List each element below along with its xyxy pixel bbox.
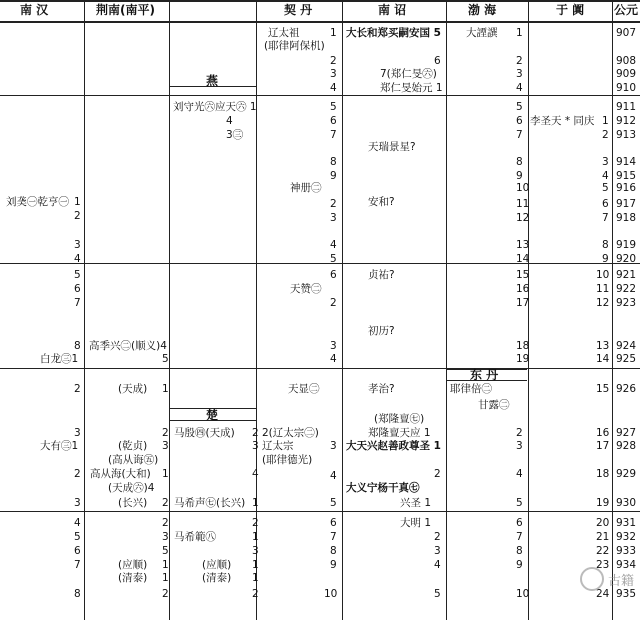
bohai-year: 2 [516,427,523,439]
cell-nanzhao: 郑隆亶天应 1 [368,427,431,439]
yutian-year: 1 [602,115,609,127]
cell-chu: 马希範㊇ [174,531,216,543]
cell-jingnan: (清泰) [118,572,148,584]
bohai-year: 13 [516,239,530,251]
year-930: 930 [616,497,637,509]
cell-qidan: 4 [330,82,337,94]
bohai-year: 6 [516,115,523,127]
cell-qidan: 8 [330,156,337,168]
cell-jingnan: 1 [162,468,169,480]
year-924: 924 [616,340,637,352]
cell-nanhan: 6 [74,545,81,557]
cell-jingnan: 2 [162,517,169,529]
cell-nanhan: 3 [74,239,81,251]
cell-qidan: 8 [330,545,337,557]
cell-qidan: 5 [330,253,337,265]
yutian-year: 18 [596,468,610,480]
cell-nanzhao: 孝治? [368,383,395,395]
cell-jingnan: 5 [162,545,169,557]
cell-nanzhao: 贞祐? [368,269,395,281]
cell-nanhan: 7 [74,559,81,571]
cell-jingnan: 2 [162,427,169,439]
cell-yan: 4 [226,115,233,127]
yutian-year: 6 [602,198,609,210]
cell-jingnan: 3 [162,440,169,452]
cell-qidan: 天显㊁ [288,383,320,395]
row-divider [0,95,640,96]
cell-yan: 刘守光㊅应天㊅ 1 [173,101,257,113]
year-925: 925 [616,353,637,365]
yutian-year: 3 [602,156,609,168]
bohai-year: 8 [516,545,523,557]
yutian-year: 16 [596,427,610,439]
cell-chu: 3 [252,545,259,557]
header-yutian: 于 阗 [556,3,585,17]
cell-nanhan: 7 [74,297,81,309]
row-divider [0,368,640,369]
watermark-text: 古籍 [607,573,634,589]
cell-qidan: 7 [330,531,337,543]
cell-qidan: 4 [330,239,337,251]
cell-nanhan: 5 [74,531,81,543]
cell-jingnan: (应顺) [118,559,148,571]
year-931: 931 [616,517,637,529]
subheader-yan: 燕 [206,74,219,88]
cell-nanzhao: 大义宁杨干真㊆ [346,482,420,494]
cell-jingnan: 高从海(大和) [90,468,151,480]
wechat-icon [580,567,604,591]
cell-jingnan: 5 [162,353,169,365]
year-909: 909 [616,68,637,80]
cell-chu: 1 [252,572,259,584]
cell-bohai: 耶律倍㊁ [450,383,492,395]
cell-nanhan: 4 [74,253,81,265]
header-nanzhao: 南 诏 [378,3,407,17]
cell-nanhan: 2 [74,210,81,222]
cell-jingnan: (高从诲㊄) [108,454,159,466]
year-916: 916 [616,182,637,194]
cell-nanzhao: 大天兴赵善政尊圣 1 [346,440,441,452]
cell-jingnan: 2 [162,588,169,600]
cell-chu: (清泰) [202,572,232,584]
cell-qidan: 3 [330,68,337,80]
col-divider [169,0,170,620]
year-918: 918 [616,212,637,224]
yutian-year: 23 [596,559,610,571]
cell-nanzhao: 6 [434,55,441,67]
cell-nanzhao: 4 [434,559,441,571]
yutian-year: 13 [596,340,610,352]
cell-nanhan: 6 [74,283,81,295]
cell-chu: 4 [252,468,259,480]
cell-chu: 1 [252,497,259,509]
year-919: 919 [616,239,637,251]
cell-chu: 1 [252,531,259,543]
bohai-year: 18 [516,340,530,352]
year-923: 923 [616,297,637,309]
bohai-year: 17 [516,297,530,309]
yutian-year: 20 [596,517,610,529]
cell-jingnan: (天成) [118,383,148,395]
cell-qidan: (耶律德光) [262,454,313,466]
table-border-top [0,0,640,2]
yutian-year: 12 [596,297,610,309]
cell-qidan: 2(辽太宗㊁) [262,427,319,439]
cell-jingnan: 1 [162,572,169,584]
cell-nanhan: 大有㊂1 [40,440,79,452]
cell-qidan: 2 [330,198,337,210]
watermark [580,567,634,591]
year-921: 921 [616,269,637,281]
year-914: 914 [616,156,637,168]
bohai-year: 16 [516,283,530,295]
cell-nanzhao: 2 [434,531,441,543]
cell-bohai: 甘露㊁ [478,399,510,411]
cell-chu: 1 [252,559,259,571]
bohai-year: 14 [516,253,530,265]
bohai-year: 9 [516,170,523,182]
col-divider [446,0,447,620]
yutian-year: 15 [596,383,610,395]
row-divider [0,263,640,264]
year-928: 928 [616,440,637,452]
cell-qidan: 5 [330,497,337,509]
cell-nanhan: 3 [74,427,81,439]
cell-nanhan: 8 [74,588,81,600]
cell-qidan: 3 [330,212,337,224]
cell-bohai: 大諲譔 [466,27,498,39]
year-934: 934 [616,559,637,571]
year-907: 907 [616,27,637,39]
cell-qidan: 神册㊁ [290,182,322,194]
cell-qidan: 7 [330,129,337,141]
bohai-year: 15 [516,269,530,281]
cell-chu: (应顺) [202,559,232,571]
yutian-year: 17 [596,440,610,452]
year-920: 920 [616,253,637,265]
bohai-year: 5 [516,101,523,113]
cell-nanzhao: 3 [434,545,441,557]
cell-qidan: 3 [330,440,337,452]
bohai-year: 7 [516,531,523,543]
year-915: 915 [616,170,637,182]
bohai-year: 19 [516,353,530,365]
cell-nanhan: 8 [74,340,81,352]
year-908: 908 [616,55,637,67]
yutian-year: 5 [602,182,609,194]
year-926: 926 [616,383,637,395]
cell-qidan: 2 [330,297,337,309]
cell-nanhan: 2 [74,383,81,395]
cell-nanzhao: 大明 1 [400,517,432,529]
col-divider [528,0,529,620]
cell-yan: 3㊂ [226,129,244,141]
cell-qidan: 辽太宗 [262,440,294,452]
yutian-year: 22 [596,545,610,557]
cell-qidan: 10 [324,588,338,600]
cell-qidan: 4 [330,353,337,365]
col-divider [612,0,613,620]
header-bohai: 渤 海 [468,3,497,17]
cell-nanhan: 2 [74,468,81,480]
cell-nanzhao: 2 [434,468,441,480]
yutian-year: 14 [596,353,610,365]
cell-nanhan: 4 [74,517,81,529]
cell-nanhan: 5 [74,269,81,281]
yutian-year: 2 [602,129,609,141]
bohai-year: 10 [516,182,530,194]
cell-chu: 2 [252,427,259,439]
year-927: 927 [616,427,637,439]
yutian-year: 8 [602,239,609,251]
cell-chu: 马希声㊆(长兴) [174,497,246,509]
bohai-year: 7 [516,129,523,141]
cell-nanzhao: 天瑞景星? [368,141,416,153]
header-qidan: 契 丹 [284,3,313,17]
yutian-year: 24 [596,588,610,600]
year-917: 917 [616,198,637,210]
cell-nanhan: 1 [74,196,81,208]
cell-qidan: 9 [330,559,337,571]
yutian-year: 4 [602,170,609,182]
cell-jingnan: (乾贞) [118,440,148,452]
cell-nanzhao: (郑隆亶㊆) [374,413,425,425]
bohai-year: 4 [516,82,523,94]
yutian-year: 10 [596,269,610,281]
cell-nanzhao: 安和? [368,196,395,208]
year-913: 913 [616,129,637,141]
year-935: 935 [616,588,637,600]
year-912: 912 [616,115,637,127]
subheader-chu: 楚 [206,408,219,422]
header-nanhan: 南 汉 [20,3,49,17]
cell-qidan: 6 [330,269,337,281]
cell-qidan: 1 [330,27,337,39]
bohai-year: 3 [516,68,523,80]
row-divider [0,511,640,512]
cell-yutian: 李圣天 * 同庆 [530,115,595,127]
bohai-year: 3 [516,440,523,452]
bohai-year: 1 [516,27,523,39]
header-jingnan: 荆南(南平) [96,3,155,17]
yutian-year: 21 [596,531,610,543]
yutian-year: 7 [602,212,609,224]
cell-chu: 2 [252,517,259,529]
year-922: 922 [616,283,637,295]
cell-qidan: 9 [330,170,337,182]
cell-chu: 马殷㊃(天成) [174,427,235,439]
cell-qidan: 2 [330,55,337,67]
cell-nanzhao: 7(郑仁旻㊅) [380,68,437,80]
bohai-year: 6 [516,517,523,529]
cell-nanhan: 3 [74,497,81,509]
year-933: 933 [616,545,637,557]
bohai-year: 2 [516,55,523,67]
bohai-year: 10 [516,588,530,600]
col-divider [84,0,85,620]
bohai-year: 5 [516,497,523,509]
cell-nanzhao: 大长和郑买嗣安国 5 [346,27,441,39]
cell-nanhan: 白龙㊂1 [40,353,79,365]
cell-qidan: 4 [330,470,337,482]
header-ad: 公元 [614,3,639,17]
year-911: 911 [616,101,637,113]
bohai-year: 9 [516,559,523,571]
cell-qidan: 6 [330,517,337,529]
cell-jingnan: 1 [162,559,169,571]
bohai-year: 4 [516,468,523,480]
cell-nanzhao: 5 [434,588,441,600]
year-932: 932 [616,531,637,543]
cell-qidan: 5 [330,101,337,113]
cell-jingnan: 1 [162,383,169,395]
cell-qidan: 3 [330,340,337,352]
cell-qidan: (耶律阿保机) [264,40,325,52]
bohai-year: 8 [516,156,523,168]
header-divider [0,21,640,23]
yutian-year: 9 [602,253,609,265]
cell-qidan: 6 [330,115,337,127]
bohai-year: 11 [516,198,530,210]
cell-jingnan: 高季兴㊁(顺义)4 [89,340,167,352]
yutian-year: 11 [596,283,610,295]
year-910: 910 [616,82,637,94]
cell-jingnan: 3 [162,531,169,543]
cell-nanzhao: 初历? [368,325,395,337]
cell-nanzhao: 郑仁旻始元 1 [380,82,443,94]
cell-nanhan: 刘䶮㊀乾亨㊀ [6,196,69,208]
cell-nanzhao: 兴圣 1 [400,497,432,509]
cell-qidan: 辽太祖 [268,27,300,39]
cell-jingnan: (长兴) [118,497,148,509]
year-929: 929 [616,468,637,480]
subheader-dongdan: 东 丹 [470,368,499,382]
cell-chu: 3 [252,440,259,452]
col-divider [342,0,343,620]
cell-qidan: 天赞㊁ [290,283,322,295]
cell-chu: 2 [252,588,259,600]
cell-jingnan: (天成㊅)4 [108,482,155,494]
bohai-year: 12 [516,212,530,224]
cell-jingnan: 2 [162,497,169,509]
yutian-year: 19 [596,497,610,509]
